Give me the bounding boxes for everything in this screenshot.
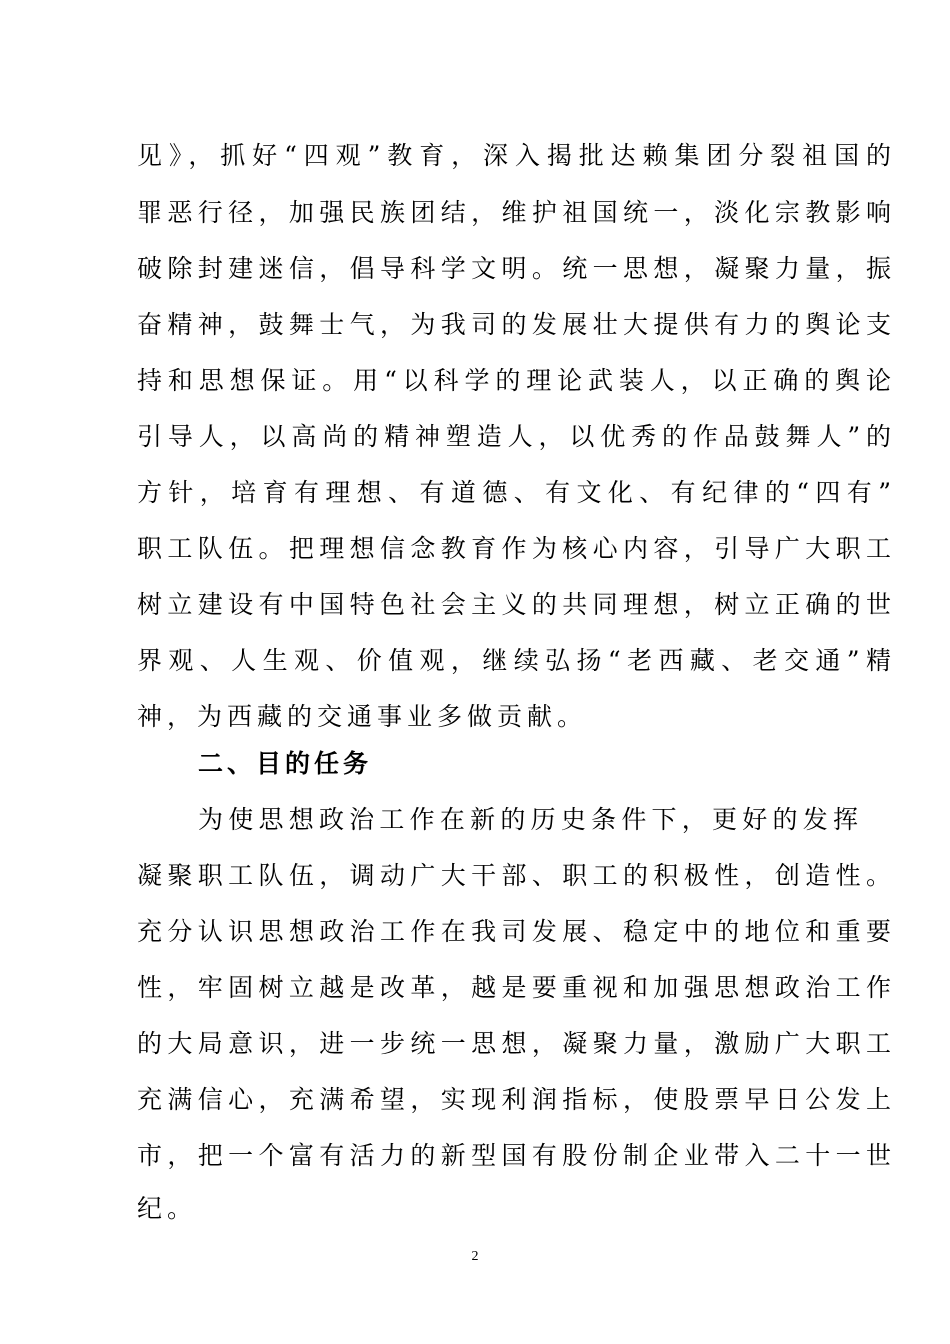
paragraph-line: 持和思想保证。用“以科学的理论武装人，以正确的舆论	[137, 366, 891, 395]
paragraph-line: 引导人，以高尚的精神塑造人，以优秀的作品鼓舞人”的	[137, 422, 891, 451]
paragraph-line: 职工队伍。把理想信念教育作为核心内容，引导广大职工	[137, 534, 891, 563]
paragraph-line: 界观、人生观、价值观，继续弘扬“老西藏、老交通”精	[137, 646, 891, 675]
paragraph-line: 充分认识思想政治工作在我司发展、稳定中的地位和重要	[137, 917, 891, 946]
paragraph-line: 为使思想政治工作在新的历史条件下，更好的发挥	[198, 805, 858, 834]
paragraph-line: 方针，培育有理想、有道德、有文化、有纪律的“四有”	[137, 478, 891, 507]
paragraph-line: 神，为西藏的交通事业多做贡献。	[137, 702, 588, 731]
paragraph-line: 见》，抓好“四观”教育，深入揭批达赖集团分裂祖国的	[137, 141, 891, 170]
paragraph-line: 性，牢固树立越是改革，越是要重视和加强思想政治工作	[137, 973, 891, 1002]
paragraph-line: 树立建设有中国特色社会主义的共同理想，树立正确的世	[137, 590, 891, 619]
paragraph-line: 凝聚职工队伍，调动广大干部、职工的积极性，创造性。	[137, 861, 891, 890]
section-heading: 二、目的任务	[198, 749, 373, 778]
paragraph-line: 罪恶行径，加强民族团结，维护祖国统一，淡化宗教影响	[137, 198, 891, 227]
page-number: 2	[471, 1249, 479, 1264]
paragraph-line: 奋精神，鼓舞士气，为我司的发展壮大提供有力的舆论支	[137, 310, 891, 339]
paragraph-line: 破除封建迷信，倡导科学文明。统一思想，凝聚力量，振	[137, 254, 891, 283]
paragraph-line: 的大局意识，进一步统一思想，凝聚力量，激励广大职工	[137, 1029, 891, 1058]
paragraph-line: 市，把一个富有活力的新型国有股份制企业带入二十一世	[137, 1141, 891, 1170]
paragraph-line: 充满信心，充满希望，实现利润指标，使股票早日公发上	[137, 1085, 891, 1114]
paragraph-line: 纪。	[137, 1194, 198, 1223]
